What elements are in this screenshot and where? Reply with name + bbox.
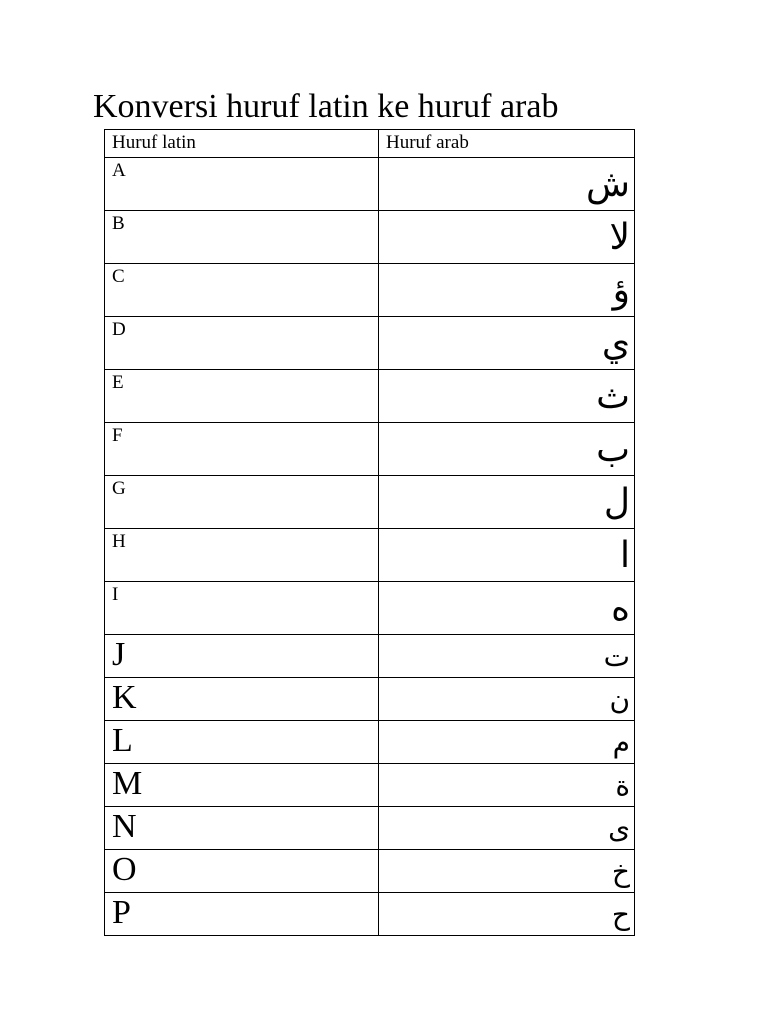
latin-letter: H [112,531,126,552]
cell-arab [379,423,635,476]
arab-letter: ث [596,376,630,417]
arab-letter: ا [619,535,630,576]
latin-letter: K [112,679,137,716]
cell-latin [105,423,379,476]
cell-latin [105,721,379,764]
table-row [105,764,635,807]
latin-letter: E [112,372,124,393]
header-latin [105,130,379,158]
cell-latin [105,317,379,370]
arab-letter: ى [608,812,630,845]
cell-arab [379,476,635,529]
latin-letter: F [112,425,123,446]
cell-arab [379,370,635,423]
cell-latin [105,264,379,317]
arab-letter: ه [611,588,630,629]
arab-letter: ؤ [612,270,630,311]
latin-letter: G [112,478,126,499]
arab-letter: ي [601,323,630,364]
table-row [105,317,635,370]
cell-latin [105,850,379,893]
table-row [105,211,635,264]
conversion-table [104,129,635,936]
table-row [105,678,635,721]
table-row [105,582,635,635]
arab-letter: خ [611,855,630,888]
cell-arab [379,678,635,721]
cell-arab [379,807,635,850]
cell-latin [105,158,379,211]
arab-letter: ن [609,683,630,716]
arab-letter: ة [615,769,630,802]
table-row [105,721,635,764]
header-latin-label: Huruf latin [112,132,196,153]
cell-arab [379,850,635,893]
cell-arab [379,893,635,936]
cell-latin [105,764,379,807]
latin-letter: L [112,722,133,759]
arab-letter: ش [586,164,630,205]
header-arab-label: Huruf arab [386,132,469,153]
table-row [105,423,635,476]
latin-letter: B [112,213,125,234]
latin-letter: O [112,851,137,888]
arab-letter: ب [596,429,630,470]
arab-letter: ل [603,482,630,523]
arab-letter: م [612,726,630,759]
cell-latin [105,529,379,582]
latin-letter: P [112,894,131,931]
cell-arab [379,264,635,317]
cell-arab [379,158,635,211]
table-row [105,370,635,423]
cell-latin [105,893,379,936]
table-row [105,158,635,211]
cell-latin [105,370,379,423]
latin-letter: D [112,319,126,340]
latin-letter: N [112,808,137,845]
cell-latin [105,807,379,850]
cell-arab [379,529,635,582]
arab-letter: ح [611,898,630,931]
cell-arab [379,582,635,635]
cell-arab [379,721,635,764]
latin-letter: M [112,765,143,802]
header-arab [379,130,635,158]
cell-arab [379,211,635,264]
arab-letter: لا [609,217,630,258]
table-row [105,635,635,678]
latin-letter: J [112,636,126,673]
cell-arab [379,635,635,678]
latin-letter: I [112,584,119,605]
cell-arab [379,317,635,370]
cell-latin [105,678,379,721]
table-row [105,807,635,850]
table-row [105,893,635,936]
cell-latin [105,211,379,264]
table-row [105,529,635,582]
page-title: Konversi huruf latin ke huruf arab [93,88,559,125]
cell-latin [105,582,379,635]
latin-letter: C [112,266,125,287]
table-header-row [105,130,635,158]
cell-arab [379,764,635,807]
table-row [105,850,635,893]
latin-letter: A [112,160,126,181]
arab-letter: ت [603,640,630,673]
cell-latin [105,635,379,678]
cell-latin [105,476,379,529]
table-row [105,264,635,317]
table-row [105,476,635,529]
